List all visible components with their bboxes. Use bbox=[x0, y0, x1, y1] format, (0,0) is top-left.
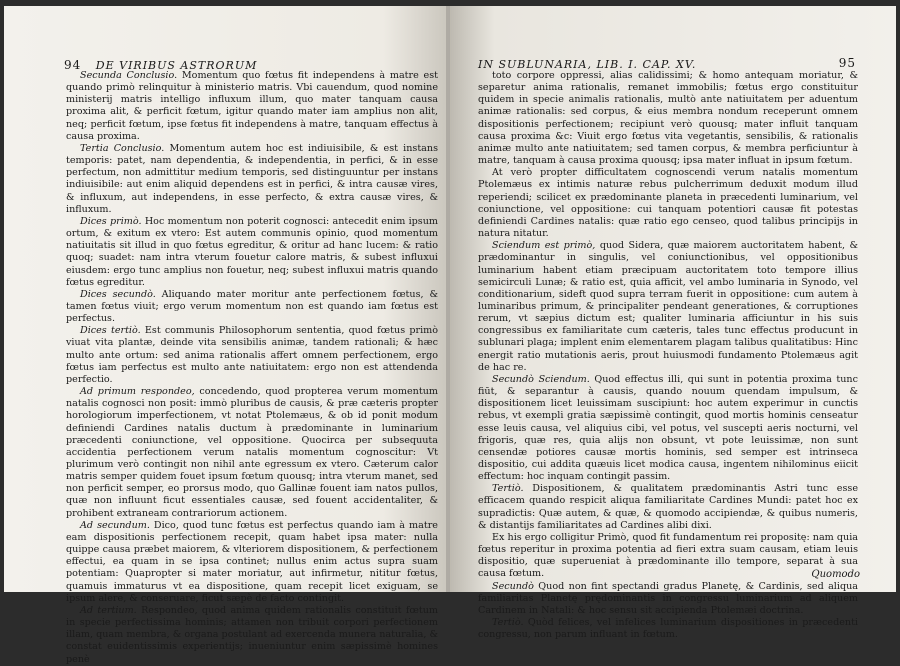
paragraph bbox=[478, 483, 858, 532]
paragraph bbox=[478, 617, 858, 641]
paragraph-label: Tertia Conclusio. bbox=[80, 142, 165, 154]
paragraph-text: Dico, quod tunc fœtus est perfectus quando iam à matre eam dispositionis perfectionem recepit, quam habet ipsa mater: nulla quippe causa præbet maiorem, & vlteriorem dispositionem, & perfectionem effectui, ea quam in se ipsa continet; nullus enim actus supra suam potentiam: Quapropter si mater moriatur, aut infirmetur, nititur fœtus, quamuis immaturus vt ea dispositione, quam recepit licet exiguam, se ipsum alere, & conseruare, ficut sæpè de facto contingit. bbox=[66, 519, 438, 604]
ink-blot bbox=[620, 476, 626, 480]
paragraph bbox=[66, 605, 438, 666]
paragraph bbox=[478, 532, 858, 581]
paragraph bbox=[478, 240, 858, 374]
paragraph bbox=[66, 325, 438, 386]
paragraph-label: Ad primum respondeo, bbox=[80, 386, 195, 398]
paragraph-label: Secundò Sciendum. bbox=[492, 373, 590, 385]
paragraph-text: Momentum autem hoc est indiuisibile, & est instans temporis: patet, nam dependentia, & independentia, in perfici, & in esse perfectum, non admittitur medium temporis, sed distinguuntur per instans indiuisibile: aut enim aliquid dependens est in perfici, & intra causæ vires, & influxum, aut independens, in esse perfecto, & extra causæ vires, & influxum. bbox=[66, 142, 438, 215]
paragraph-text: Hoc momentum non poterit cognosci: antecedit enim ipsum ortum, & exitum ex vtero: Est autem communis opinio, quod momentum natiuitatis sit illud in quo fœtus egreditur, & oritur ad hanc lucem: & ratio quoq; suadet: nam intra vterum fouetur calore matris, & subest influxui eiusdem: ergo tunc amplius non fouetur, neq; subest influxui matris quando fœtus egreditur. bbox=[66, 215, 438, 288]
left-body-text bbox=[66, 70, 438, 666]
paragraph bbox=[478, 581, 858, 617]
paragraph-text: toto corpore oppressi, alias calidissimi; & homo antequam moriatur, & separetur anima rationalis, remanet immobilis; fœtus ergo constituitur quidem in specie animalis rationalis, multò ante natiuitatem per aduentum animæ rationalis: sed corpus, & eius membra nondum receperunt omnem dispositionis perfectionem; recipiunt verò quousq; mater influit tanquam causa proxima &c: Viuit ergo fœtus vita vegetantis, sensibilis, & rationalis animæ multo ante natiuitatem; sed tamen corpus, & membra perficiuntur à matre, tanquam à causa proxima quousq; ipsa mater influat in ipsum fœtum. bbox=[478, 70, 858, 167]
paragraph bbox=[66, 70, 438, 143]
paragraph bbox=[66, 520, 438, 605]
paragraph-text: Ex his ergo colligitur Primò, quod fit fundamentum rei propositę: nam quia fœtus reperitur in proxima potentia ad fieri extra suam causam, etiam leuis dispositio, quæ superueniat à prædominante illo tempore, separat à sua causa fœtum. bbox=[478, 531, 858, 580]
paragraph-label: Dices tertiò. bbox=[80, 325, 141, 337]
page-number: 94 bbox=[64, 58, 82, 72]
running-head-text: DE VIRIBUS ASTRORUM bbox=[95, 59, 258, 72]
paragraph bbox=[478, 374, 858, 483]
paragraph bbox=[478, 70, 858, 167]
paragraph bbox=[478, 167, 858, 240]
paragraph-text: Quòd felices, vel infelices luminarium dispositiones in præcedenti congressu, non parum influant in fœtum. bbox=[478, 617, 858, 641]
running-head-text: IN SUBLUNARIA, LIB. I. CAP. XV. bbox=[478, 58, 697, 71]
paragraph-label: Tertiò. bbox=[492, 617, 524, 629]
page-number: 95 bbox=[838, 56, 856, 70]
paragraph-label: Secundò bbox=[492, 580, 534, 592]
paragraph bbox=[66, 386, 438, 520]
paragraph-label: Sciendum est primò, bbox=[492, 240, 596, 252]
paragraph-label: Secunda Conclusio. bbox=[80, 70, 178, 81]
right-page bbox=[450, 6, 896, 641]
left-page bbox=[4, 6, 450, 665]
book-spread bbox=[4, 6, 896, 665]
paragraph-text: Aliquando mater moritur ante perfectionem fœtus, & tamen fœtus viuit; ergo verum momentum non est quando iam fœtus est perfectus. bbox=[66, 288, 438, 325]
paragraph-text: Est communis Philosophorum sententia, quod fœtus primò viuat vita plantæ, deinde vita sensibilis animæ, tandem rationali; & hæc multo ante ortum: sed anima rationalis affert omnem perfectionem, ergo fœtus iam perfectus est multo ante natiuitatem: ergo non est attendenda perfectio. bbox=[66, 325, 439, 385]
paragraph-text: Quod non fint spectandi gradus Planetę, & Cardinis, sed aliqua familiaritas Planetę prędominantis in congressu luminarium ad aliquem Cardinem in Natali: & hoc sensu sit accipienda Ptolemæi doctrina. bbox=[478, 580, 858, 616]
paragraph-text: concedendo, quod propterea verum momentum natalis cognosci non posit: immò pluribus de causis, & præ cæteris propter horologiorum imperfectionem, vt notat Ptolemæus, & ob id ponit modum definiendi Cardines natalis ductum à prædominante in luminarium præcedenti coniunctione, vel oppositione. Quocirca per subsequuta accidentia perfectionem verum natalis momentum cognoscitur: Vt plurimum verò contingit non nihil ante egressum ex vtero. Cæterum calor matris semper quidem fouet ipsum fœtum quousq; intra vterum manet, sed non perficit semper, eo prorsus modo, quo Gallinæ fouent iam natos pullos, quæ non influunt ficut essentiales causæ, sed fouent accidentaliter, & prohibent extraneam contrariorum actionem. bbox=[66, 386, 438, 519]
right-body-text bbox=[478, 70, 858, 641]
paragraph bbox=[66, 143, 438, 216]
paragraph-text: Respondeo, quod anima quidem rationalis constituit fœtum in specie perfectissima hominis; attamen non tribuit corpori perfectionem illam, quam membra, & organa postulant ad exercenda munera naturalia, & constat euidentissimis experientijs; inueniuntur enim sæpissimè homines penè bbox=[66, 604, 439, 665]
paragraph-label: Dices secundò. bbox=[80, 288, 156, 300]
paragraph bbox=[66, 216, 438, 289]
paragraph-text: quod Sidera, quæ maiorem auctoritatem habent, & prædominantur in singulis, vel coniunctionibus, vel oppositionibus luminarium habent etiam præcipuam auctoritatem toto tempore illius semicirculi Lunæ; & ratio est, quia afficit, vel ambo luminaria in Synodo, vel conditionarium, sideft quod supra terram fuerit in oppositione: cum autem à luminaribus primum, & principaliter pendeant generationes, & corruptiones rerum, vt sæpius dictum est; qualiter luminaria afficiuntur in his suis congressibus ex familiaritate cum cæteris, tales tunc effectus producunt in sublunari plaga; implent enim elementarem plagam talibus qualitatibus: Hinc energit ratio mutationis aeris, prout huiusmodi fundamento Ptolemæus agit de hac re. bbox=[478, 240, 858, 373]
paragraph-label: Tertiò. bbox=[492, 483, 524, 495]
paragraph-text: At verò propter difficultatem cognoscendi verum natalis momentum Ptolemæus ex intimis naturæ rebus pulcherrimum deduxit modum illud reperiendi; scilicet ex prædominante planeta in præcedenti luminarium, vel coniunctione, vel oppositione: cui tanquam potentiori causæ fit potestas definiendi Cardines natalis: quæ ratio ego censeo, quod talibus principijs in natura nitatur. bbox=[478, 167, 858, 240]
paragraph-text: Dispositionem, & qualitatem prædominantis Astri tunc esse efficacem quando respicit aliqua familiaritate Cardines Mundi: patet hoc ex supradictis: Quæ autem, & quæ, & quomodo accipiendæ, & quibus numeris, & distantijs familiaritates ad Cardines alibi dixi. bbox=[478, 483, 858, 531]
paragraph-label: Dices primò. bbox=[80, 215, 142, 227]
paragraph-text: Momentum quo fœtus fit independens à matre est quando primò relinquitur à ministerio matris. Vbi cauendum, quod nomine ministerij matris intelligo influxum illum, quo mater tanquam causa proxima alit, & perficit fœtum, igitur quando mater iam amplius non alit, neq; perficit fœtum, ipse fœtus fit independens à matre, tanquam effectus à causa proxima. bbox=[66, 70, 438, 142]
paragraph bbox=[66, 289, 438, 325]
paragraph-label: Ad secundum. bbox=[80, 519, 150, 531]
paragraph-text: Quod effectus illi, qui sunt in potentia proxima tunc fiūt, & separantur à causis, quando nouum quendam impulsum, & dispositionem licet leuissimam suscipiunt: hoc autem experimur in cunctis rebus, vt exempli gratia sæpissimè contingit, quod mortis hominis censeatur esse leuis causa, vel aliquius cibi, vel potus, vel suscepti aeris nocturni, vel frigoris, quæ res, quia alijs non obsunt, vt pote leuissimæ, non sunt censendæ potiores causæ mortis hominis, sed semper est intrinseca dispositio, cui addita quæuis licet modica causa, ingentem nihilominus eiicit effectum: hoc inquam contingit passim. bbox=[478, 373, 858, 483]
catchword: Quomodo bbox=[811, 569, 860, 580]
paragraph-label: Ad tertium. bbox=[80, 604, 137, 616]
